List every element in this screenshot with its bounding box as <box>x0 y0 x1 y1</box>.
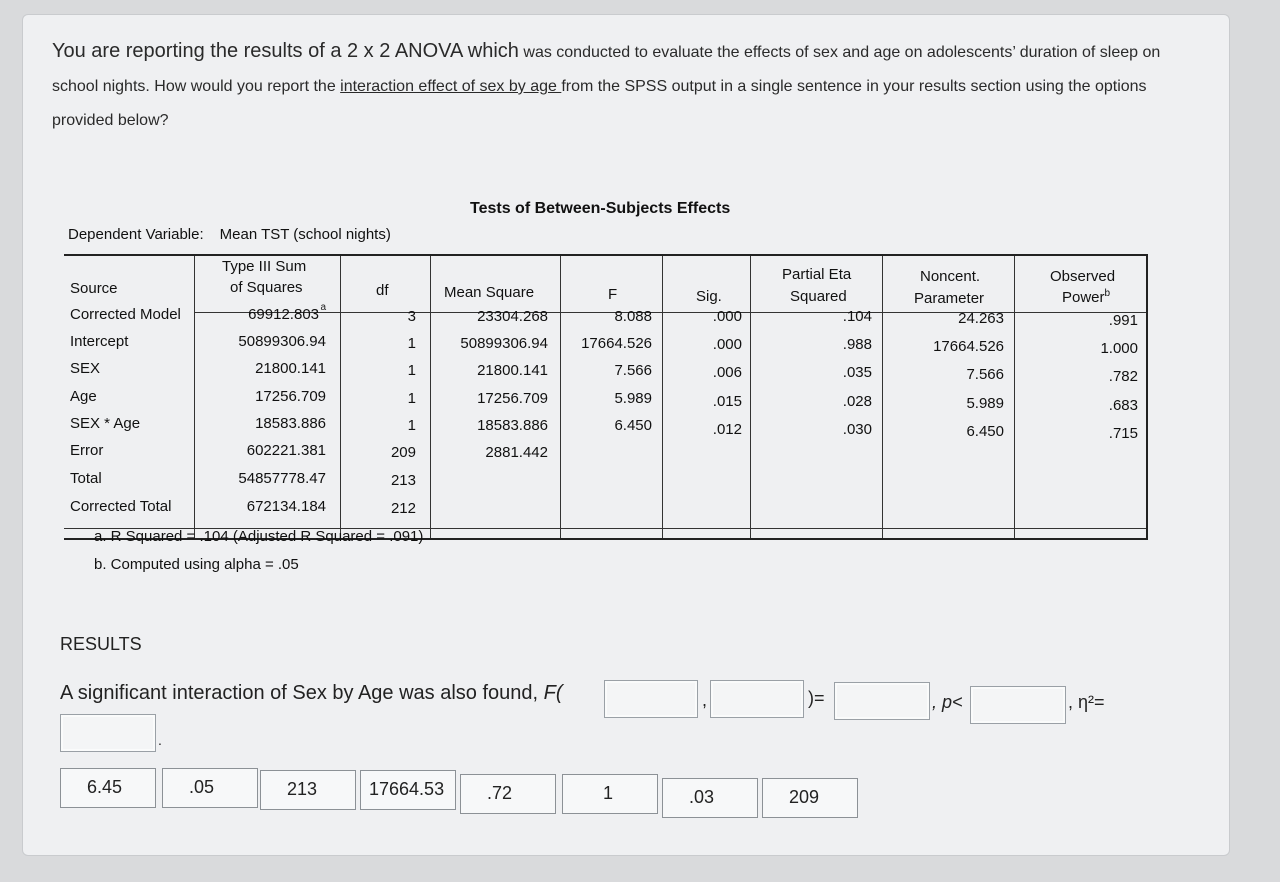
row-source: Corrected Total <box>70 498 172 515</box>
question-underlined-phrase: interaction effect of sex by age <box>340 78 562 95</box>
cell-sum-of-squares: 54857778.47 <box>238 470 326 487</box>
cell-partial-eta: .104 <box>842 308 872 325</box>
row-source: Age <box>70 388 97 405</box>
cell-df: 3 <box>407 308 416 325</box>
cell-sig: .000 <box>712 336 742 353</box>
header-eta-2: Squared <box>790 288 847 305</box>
answer-option[interactable]: 6.45 <box>60 768 156 808</box>
answer-option[interactable]: 213 <box>260 770 356 810</box>
cell-df: 1 <box>407 362 416 379</box>
footnote-a: a. R Squared = .104 (Adjusted R Squared = .091) <box>94 528 424 545</box>
cell-sig: .015 <box>712 393 742 410</box>
blank-eta-squared[interactable] <box>60 714 156 752</box>
cell-observed-power: .782 <box>1108 368 1138 385</box>
header-f: F <box>608 286 618 303</box>
header-source: Source <box>70 280 118 297</box>
header-ss-2: of Squares <box>230 279 303 296</box>
row-source: Intercept <box>70 333 129 350</box>
row-source: Total <box>70 470 102 487</box>
header-power-2: Power$^b$ <box>1062 288 1111 306</box>
cell-noncentrality: 5.989 <box>966 395 1004 412</box>
answer-option[interactable]: 209 <box>762 778 858 818</box>
blank-f-value[interactable] <box>834 682 930 720</box>
answer-option[interactable]: 17664.53 <box>360 770 456 810</box>
cell-mean-square: 18583.886 <box>477 417 548 434</box>
header-noncent-1: Noncent. <box>920 268 981 285</box>
cell-sum-of-squares: 21800.141 <box>255 360 326 377</box>
cell-mean-square: 50899306.94 <box>460 335 548 352</box>
cell-noncentrality: 24.263 <box>958 310 1004 327</box>
row-source: SEX <box>70 360 101 377</box>
cell-partial-eta: .030 <box>842 421 872 438</box>
table-title: Tests of Between-Subjects Effects <box>470 200 731 217</box>
answer-option[interactable]: .72 <box>460 774 556 814</box>
blank-p-value[interactable] <box>970 686 1066 724</box>
cell-sum-of-squares: 602221.381 <box>246 442 326 459</box>
cell-partial-eta: .035 <box>842 364 872 381</box>
header-noncent-2: Parameter <box>914 290 985 307</box>
cell-sig: .012 <box>712 421 742 438</box>
cell-df: 1 <box>407 417 416 434</box>
cell-mean-square: 17256.709 <box>477 390 548 407</box>
cell-f: 8.088 <box>614 308 652 325</box>
cell-mean-square: 2881.442 <box>485 444 548 461</box>
footnote-marker: a <box>320 302 326 313</box>
header-df: df <box>376 282 389 299</box>
cell-mean-square: 23304.268 <box>477 308 548 325</box>
cell-observed-power: .991 <box>1108 312 1138 329</box>
header-power-1: Observed <box>1050 268 1116 285</box>
cell-sum-of-squares: 50899306.94 <box>238 333 326 350</box>
cell-df: 1 <box>407 390 416 407</box>
cell-sum-of-squares: 18583.886 <box>255 415 326 432</box>
answer-option[interactable]: .05 <box>162 768 258 808</box>
header-eta-1: Partial Eta <box>782 266 852 283</box>
cell-observed-power: .683 <box>1108 397 1138 414</box>
results-sentence: A significant interaction of Sex by Age was also found, F( <box>60 682 563 704</box>
row-source: Error <box>70 442 104 459</box>
cell-observed-power: .715 <box>1108 425 1138 442</box>
cell-sum-of-squares: 69912.803 <box>248 306 319 323</box>
answer-option[interactable]: .03 <box>662 778 758 818</box>
cell-noncentrality: 6.450 <box>966 423 1004 440</box>
cell-df: 209 <box>390 444 416 461</box>
cell-sig: .000 <box>712 308 742 325</box>
cell-mean-square: 21800.141 <box>477 362 548 379</box>
cell-partial-eta: .028 <box>842 393 872 410</box>
cell-df: 1 <box>407 335 416 352</box>
cell-f: 17664.526 <box>581 335 652 352</box>
cell-sum-of-squares: 17256.709 <box>255 388 326 405</box>
cell-sum-of-squares: 672134.184 <box>246 498 326 515</box>
cell-df: 213 <box>390 472 416 489</box>
cell-noncentrality: 17664.526 <box>933 338 1004 355</box>
header-mean-square: Mean Square <box>444 284 535 301</box>
cell-f: 5.989 <box>614 390 652 407</box>
answer-option[interactable]: 1 <box>562 774 658 814</box>
header-ss-1: Type III Sum <box>222 258 307 275</box>
cell-f: 7.566 <box>614 362 652 379</box>
results-heading: RESULTS <box>60 634 142 654</box>
footnote-b: b. Computed using alpha = .05 <box>94 556 299 573</box>
cell-partial-eta: .988 <box>842 336 872 353</box>
anova-table <box>64 254 1148 540</box>
question-text: You are reporting the results of a 2 x 2 ANOVA which was conducted to evaluate the effects of sex and age on adolescents’ duration of sleep on school nights. How would you report the interaction effect of sex by age from the SPSS output in a single sentence in your results section using the options provided below? <box>52 40 1161 129</box>
row-source: Corrected Model <box>70 306 181 323</box>
header-sig: Sig. <box>696 288 722 305</box>
cell-noncentrality: 7.566 <box>966 366 1004 383</box>
blank-df1[interactable] <box>604 680 698 718</box>
dependent-variable: Dependent Variable: Mean TST (school nights) <box>68 226 391 243</box>
cell-df: 212 <box>390 500 416 517</box>
cell-sig: .006 <box>712 364 742 381</box>
blank-df2[interactable] <box>710 680 804 718</box>
cell-f: 6.450 <box>614 417 652 434</box>
row-source: SEX * Age <box>70 415 141 432</box>
cell-observed-power: 1.000 <box>1100 340 1138 357</box>
